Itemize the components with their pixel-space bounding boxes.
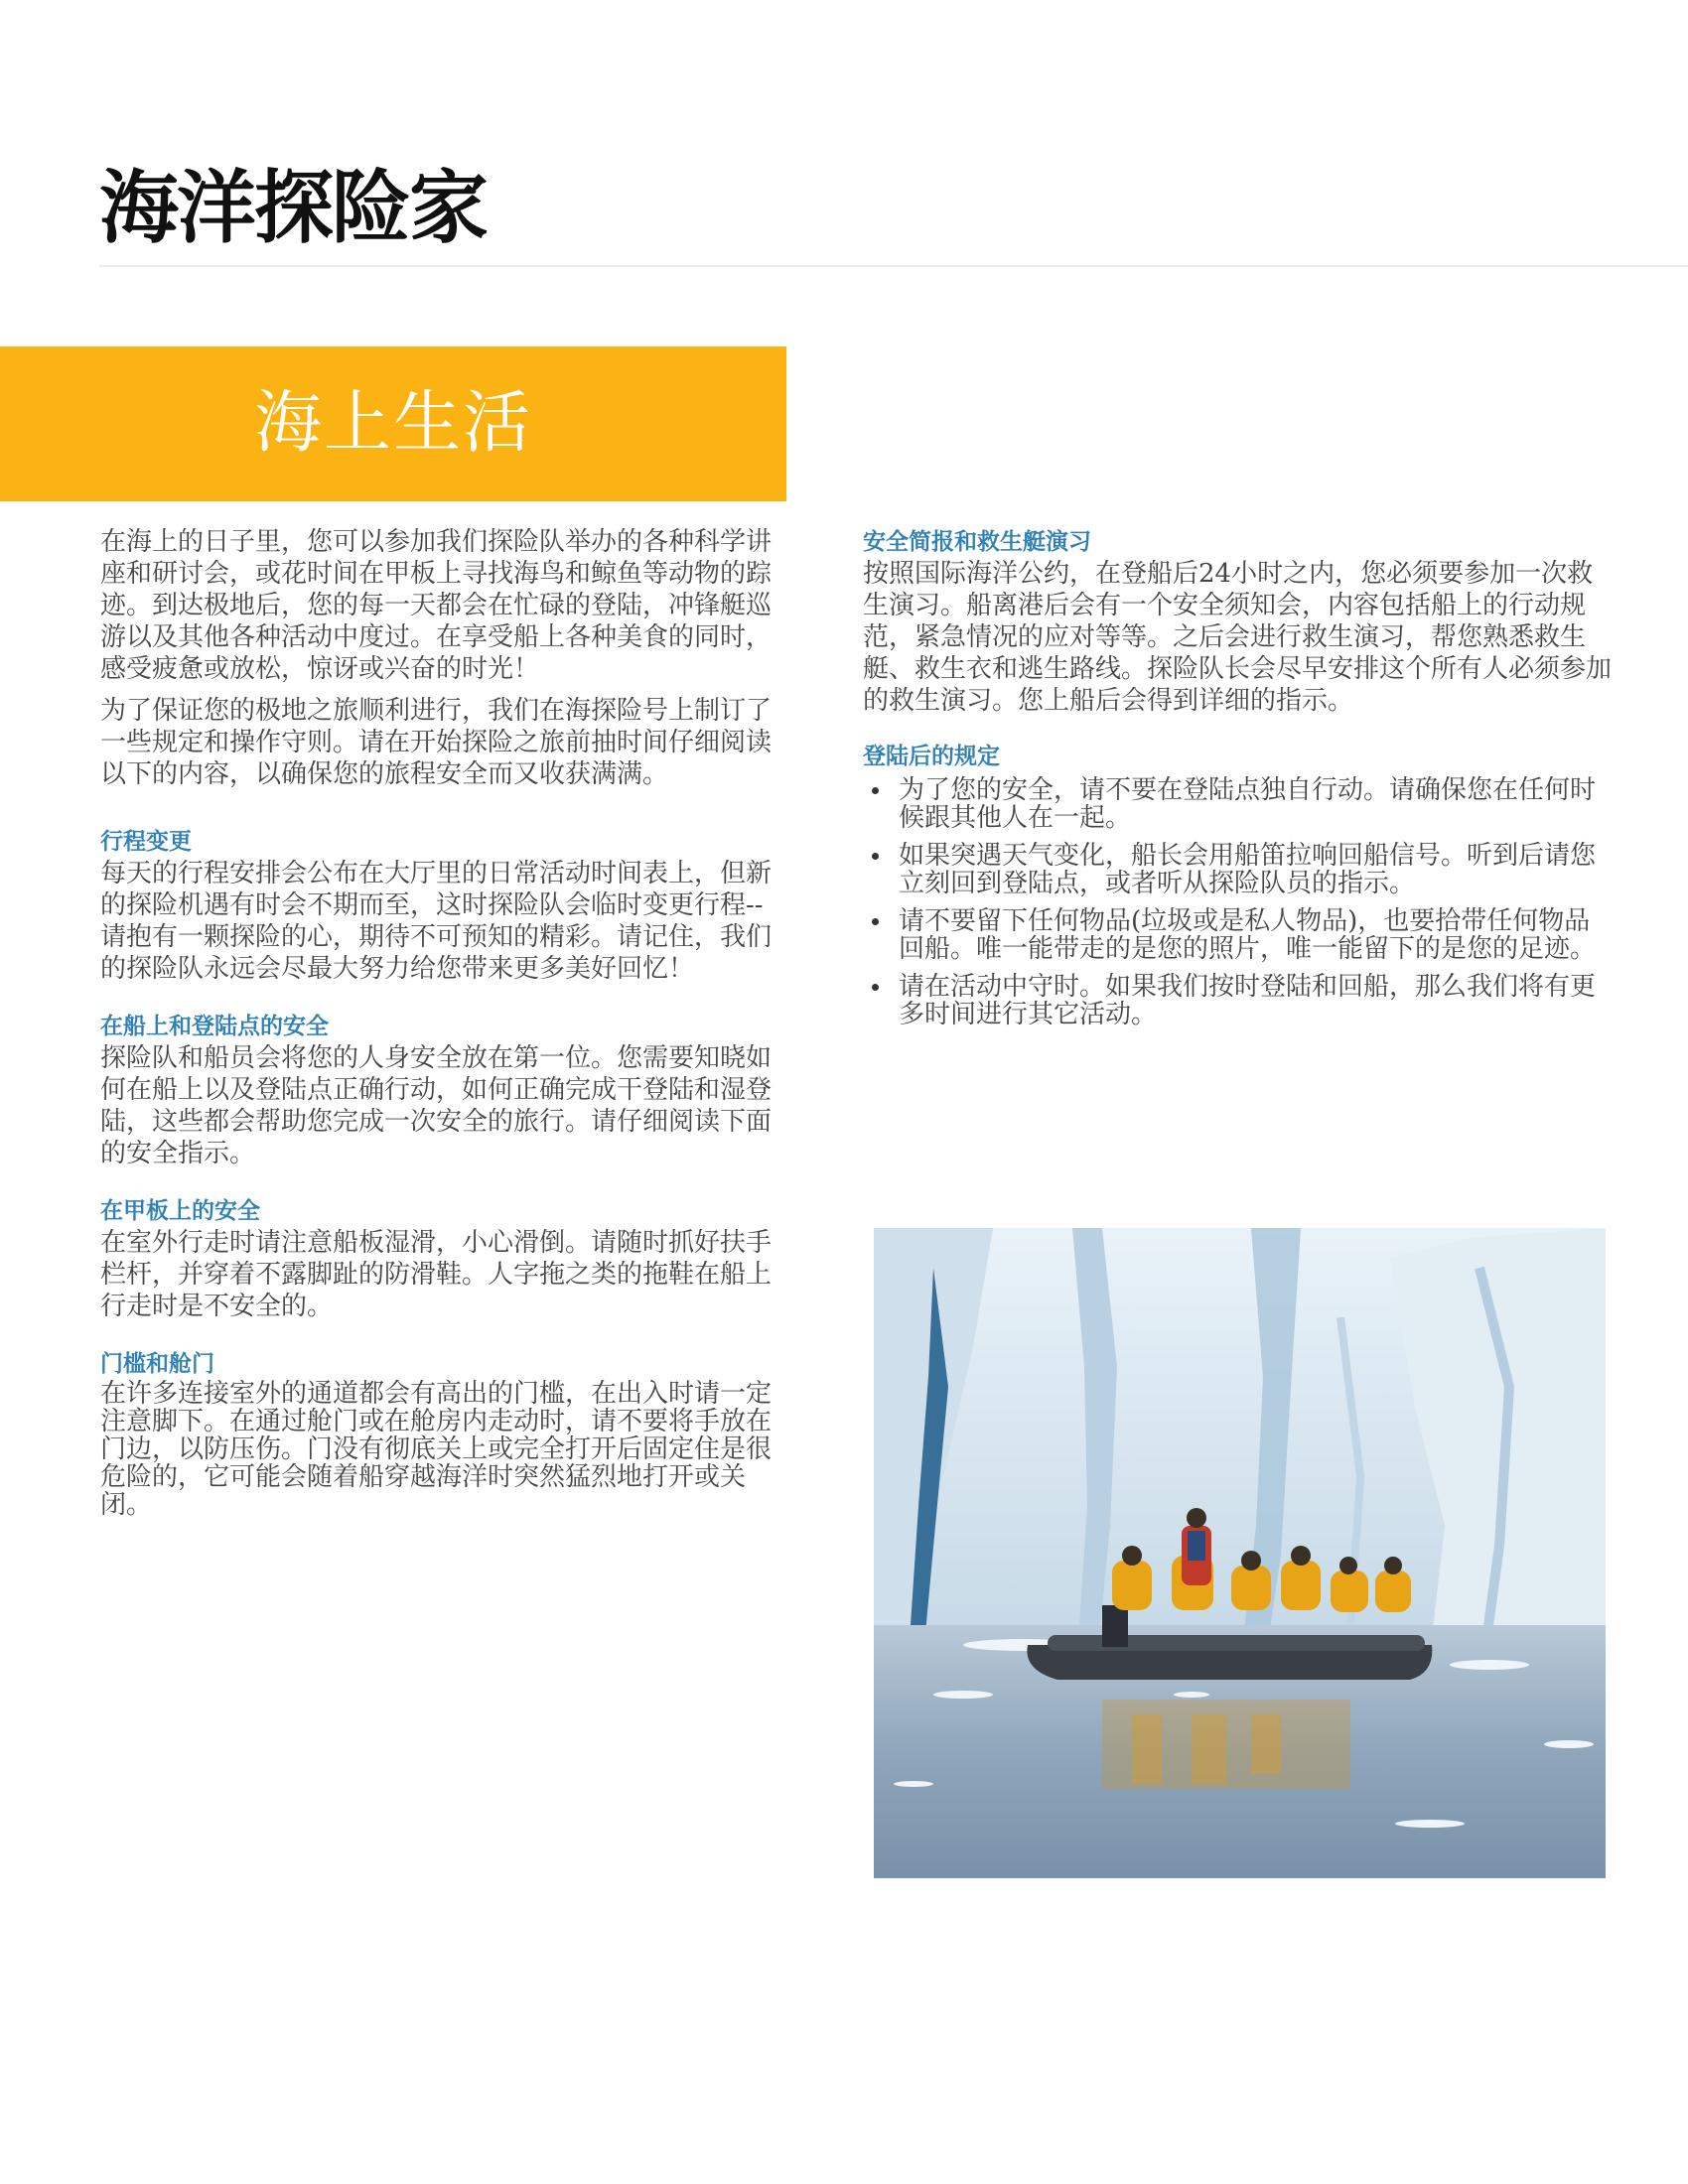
bullet-icon bbox=[872, 853, 879, 860]
expedition-photo bbox=[874, 1228, 1606, 1878]
list-item bbox=[863, 907, 1613, 963]
itinerary-paragraph: 每天的行程安排会公布在大厅里的日常活动时间表上，但新的探险机遇有时会不期而至，这时探险队会临时变更行程--请抱有一颗探险的心，期待不可预知的精彩。请记住，我们的探险队永远会尽最大努力给您带来更多美好回忆！ bbox=[100, 859, 773, 984]
safety-paragraph: 探险队和船员会将您的人身安全放在第一位。您需要知晓如何在船上以及登陆点正确行动，如何正确完成干登陆和湿登陆，这些都会帮助您完成一次安全的旅行。请仔细阅读下面的安全指示。 bbox=[100, 1043, 773, 1168]
door-paragraph: 在许多连接室外的通道都会有高出的门槛，在出入时请一定注意脚下。在通过舱门或在舱房内走动时，请不要将手放在门边，以防压伤。门没有彻底关上或完全打开后固定住是很危险的，它可能会随着船穿越海洋时突然猛烈地打开或关闭。 bbox=[100, 1379, 773, 1520]
door-heading: 门槛和舱门 bbox=[100, 1351, 214, 1377]
right-column bbox=[863, 526, 1613, 1038]
intro-paragraph-1: 在海上的日子里，您可以参加我们探险队举办的各种科学讲座和研讨会，或花时间在甲板上寻找海鸟和鲸鱼等动物的踪迹。到达极地后，您的每一天都会在忙碌的登陆，冲锋艇巡游以及其他各种活动中度过。在享受船上各种美食的同时，感受疲惫或放松，惊讶或兴奋的时光！ bbox=[100, 527, 773, 684]
landing-rules-list bbox=[863, 776, 1613, 1028]
deck-safety-heading: 在甲板上的安全 bbox=[100, 1198, 260, 1224]
rule-text: 如果突遇天气变化，船长会用船笛拉响回船信号。听到后请您立刻回到登陆点，或者听从探险队员的指示。 bbox=[899, 841, 1597, 898]
drill-heading: 安全简报和救生艇演习 bbox=[863, 529, 1091, 555]
deck-safety-paragraph: 在室外行走时请注意船板湿滑，小心滑倒。请随时抓好扶手栏杆，并穿着不露脚趾的防滑鞋。人字拖之类的拖鞋在船上行走时是不安全的。 bbox=[100, 1228, 773, 1321]
header-divider bbox=[99, 265, 1688, 267]
list-item bbox=[863, 973, 1613, 1028]
landing-heading: 登陆后的规定 bbox=[863, 744, 1000, 769]
rule-text: 为了您的安全，请不要在登陆点独自行动。请确保您在任何时候跟其他人在一起。 bbox=[899, 775, 1597, 833]
itinerary-heading: 行程变更 bbox=[100, 829, 192, 855]
drill-paragraph: 按照国际海洋公约，在登船后24小时之内，您必须要参加一次救生演习。船离港后会有一个安全须知会，内容包括船上的行动规范，紧急情况的应对等等。之后会进行救生演习，帮您熟悉救生艇、救生衣和逃生路线。探险队长会尽早安排这个所有人必须参加的救生演习。您上船后会得到详细的指示。 bbox=[863, 559, 1613, 716]
section-title: 海上生活 bbox=[253, 384, 532, 463]
bullet-icon bbox=[872, 984, 879, 991]
section-banner bbox=[0, 346, 786, 501]
bullet-icon bbox=[872, 787, 879, 794]
list-item bbox=[863, 842, 1613, 897]
rule-text: 请在活动中守时。如果我们按时登陆和回船，那么我们将有更多时间进行其它活动。 bbox=[899, 972, 1597, 1029]
left-column bbox=[100, 526, 785, 1519]
brand-title: 海洋探险家 bbox=[99, 162, 487, 254]
intro-paragraph-2: 为了保证您的极地之旅顺利进行，我们在海探险号上制订了一些规定和操作守则。请在开始探险之旅前抽时间仔细阅读以下的内容，以确保您的旅程安全而又收获满满。 bbox=[100, 696, 773, 789]
list-item bbox=[863, 776, 1613, 832]
bullet-icon bbox=[872, 918, 879, 925]
safety-heading: 在船上和登陆点的安全 bbox=[100, 1014, 329, 1039]
rule-text: 请不要留下任何物品(垃圾或是私人物品)，也要拾带任何物品回船。唯一能带走的是您的照片，唯一能留下的是您的足迹。 bbox=[899, 906, 1597, 964]
